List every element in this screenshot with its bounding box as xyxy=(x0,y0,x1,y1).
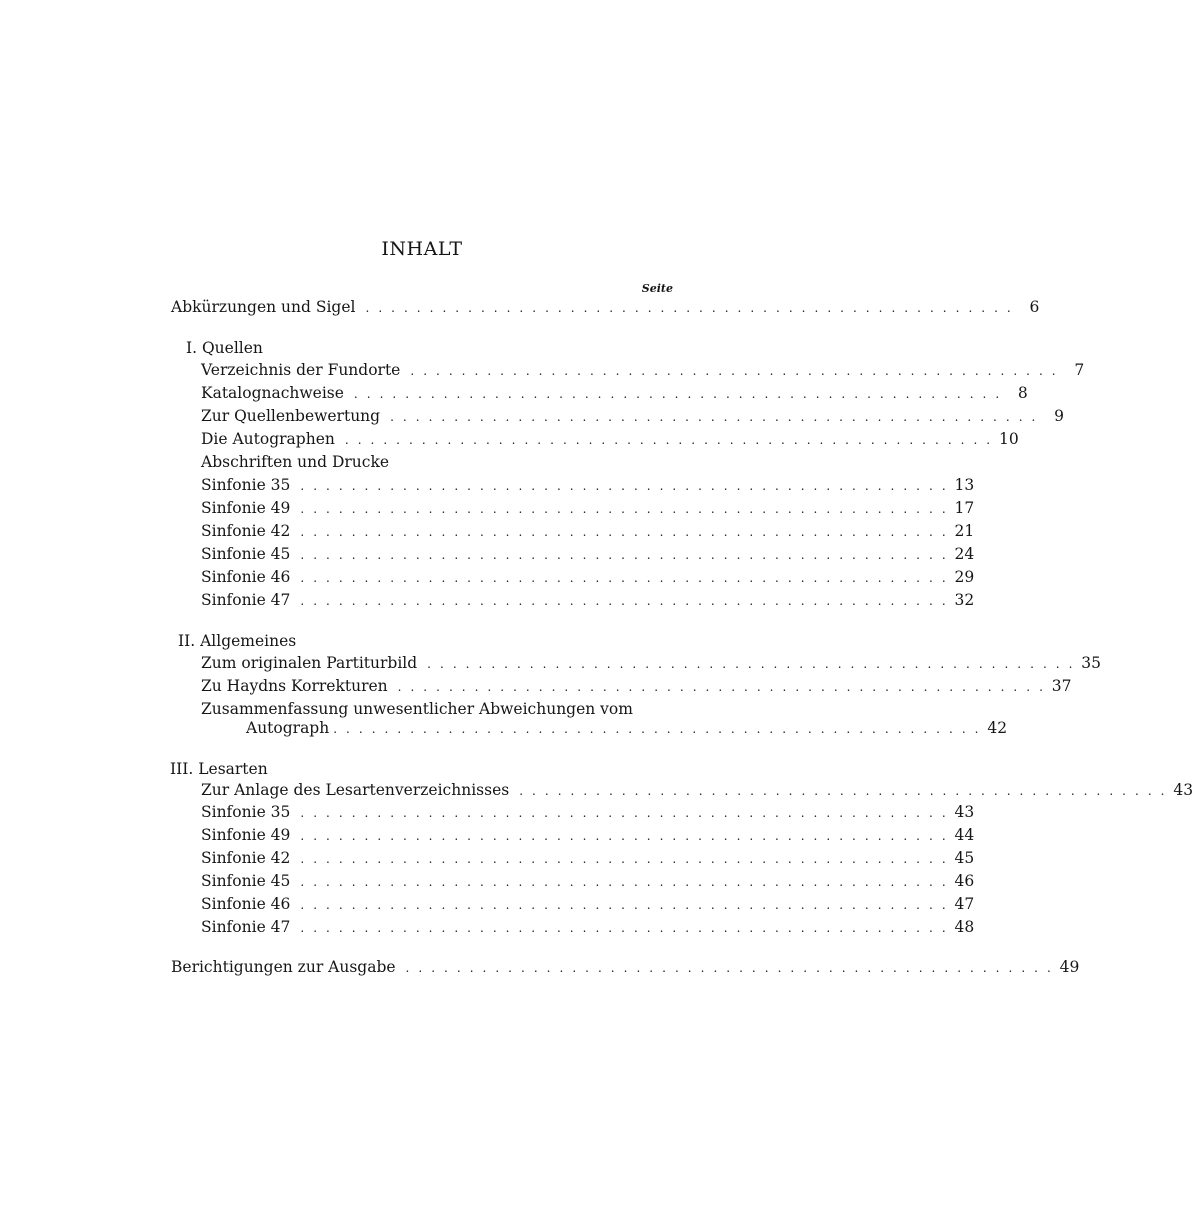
toc-entry-title: Zur Quellenbewertung xyxy=(201,407,381,425)
toc-entry-title: Die Autographen xyxy=(201,430,335,448)
toc-entry-title: Sinfonie 42 xyxy=(201,522,291,540)
subheading-abschriften: Abschriften und Drucke xyxy=(201,453,390,471)
toc-entry[interactable] xyxy=(201,654,1102,676)
toc-entry-page: 9 xyxy=(1054,407,1064,425)
toc-entry-page: 29 xyxy=(954,568,975,586)
page-title: INHALT xyxy=(381,238,463,260)
dot-leader: . . . . . . . . . . . . . . . . . . . . . . . . . . . . . . . . . . . . . . . . . . . . . . . . . . . xyxy=(300,829,949,843)
toc-entry-page: 8 xyxy=(1017,384,1028,402)
toc-entry-page: 24 xyxy=(954,545,975,563)
toc-entry[interactable] xyxy=(201,918,975,940)
toc-entry[interactable] xyxy=(201,781,1193,803)
toc-entry[interactable] xyxy=(246,719,1008,741)
dot-leader: . . . . . . . . . . . . . . . . . . . . . . . . . . . . . . . . . . . . . . . . . . . . . . . . . . . xyxy=(397,680,1046,694)
toc-entry-title: Zum originalen Partiturbild xyxy=(201,654,418,672)
toc-entry-page: 44 xyxy=(954,826,975,844)
dot-leader: . . . . . . . . . . . . . . . . . . . . . . . . . . . . . . . . . . . . . . . . . . . . . . . . . . . xyxy=(300,525,949,539)
toc-entry[interactable] xyxy=(201,568,975,590)
toc-entry[interactable] xyxy=(201,499,975,521)
toc-entry[interactable] xyxy=(201,361,1085,383)
dot-leader: . . . . . . . . . . . . . . . . . . . . . . . . . . . . . . . . . . . . . . . . . . . . . . . . . . . xyxy=(410,364,1059,378)
toc-entry-title: Abkürzungen und Sigel xyxy=(171,298,356,316)
toc-entry[interactable] xyxy=(201,430,1019,452)
dot-leader: . . . . . . . . . . . . . . . . . . . . . . . . . . . . . . . . . . . . . . . . . . . . . . . . . . . xyxy=(300,571,949,585)
toc-entry-page: 7 xyxy=(1074,361,1085,379)
dot-leader: . . . . . . . . . . . . . . . . . . . . . . . . . . . . . . . . . . . . . . . . . . . . . . . . . . . xyxy=(333,722,982,736)
toc-entry-page: 13 xyxy=(954,476,975,494)
toc-entry-page: 37 xyxy=(1051,677,1072,695)
toc-entry-abkuerzungen[interactable] xyxy=(171,298,1040,320)
dot-leader: . . . . . . . . . . . . . . . . . . . . . . . . . . . . . . . . . . . . . . . . . . . . . . . . . . . xyxy=(300,898,949,912)
toc-entry-title: Berichtigungen zur Ausgabe xyxy=(171,958,396,976)
toc-entry[interactable] xyxy=(201,872,975,894)
toc-entry[interactable] xyxy=(201,895,975,917)
toc-entry-title: Zu Haydns Korrekturen xyxy=(201,677,388,695)
toc-entry-title: Verzeichnis der Fundorte xyxy=(201,361,401,379)
toc-entry-page: 45 xyxy=(954,849,975,867)
toc-entry[interactable] xyxy=(201,803,975,825)
dot-leader: . . . . . . . . . . . . . . . . . . . . . . . . . . . . . . . . . . . . . . . . . . . . . . . . . . . xyxy=(300,875,949,889)
dot-leader: . . . . . . . . . . . . . . . . . . . . . . . . . . . . . . . . . . . . . . . . . . . . . . . . . . . xyxy=(300,852,949,866)
section-heading-lesarten: III. Lesarten xyxy=(170,760,268,778)
toc-entry-title: Zur Anlage des Lesartenverzeichnisses xyxy=(201,781,510,799)
dot-leader: . . . . . . . . . . . . . . . . . . . . . . . . . . . . . . . . . . . . . . . . . . . . . . . . . . . xyxy=(353,387,1002,401)
toc-entry-page: 43 xyxy=(1173,781,1193,799)
toc-entry-page: 21 xyxy=(954,522,975,540)
toc-entry-title: Sinfonie 49 xyxy=(201,826,291,844)
toc-entry-title: Sinfonie 45 xyxy=(201,545,291,563)
toc-entry-title: Sinfonie 35 xyxy=(201,803,291,821)
dot-leader: . . . . . . . . . . . . . . . . . . . . . . . . . . . . . . . . . . . . . . . . . . . . . . . . . . . xyxy=(300,594,949,608)
dot-leader: . . . . . . . . . . . . . . . . . . . . . . . . . . . . . . . . . . . . . . . . . . . . . . . . . . . xyxy=(390,410,1038,424)
toc-entry[interactable] xyxy=(201,522,975,544)
dot-leader: . . . . . . . . . . . . . . . . . . . . . . . . . . . . . . . . . . . . . . . . . . . . . . . . . . . xyxy=(344,433,993,447)
page-column-label: Seite xyxy=(641,282,673,295)
toc-entry-title: Sinfonie 47 xyxy=(201,591,291,609)
dot-leader: . . . . . . . . . . . . . . . . . . . . . . . . . . . . . . . . . . . . . . . . . . . . . . . . . . . xyxy=(365,301,1014,315)
dot-leader: . . . . . . . . . . . . . . . . . . . . . . . . . . . . . . . . . . . . . . . . . . . . . . . . . . . xyxy=(405,961,1054,975)
toc-entry-title: Sinfonie 47 xyxy=(201,918,291,936)
toc-entry-title: Sinfonie 45 xyxy=(201,872,291,890)
toc-entry[interactable] xyxy=(201,849,975,871)
toc-entry-page: 6 xyxy=(1029,298,1040,316)
dot-leader: . . . . . . . . . . . . . . . . . . . . . . . . . . . . . . . . . . . . . . . . . . . . . . . . . . . xyxy=(300,479,949,493)
toc-entry[interactable] xyxy=(201,826,975,848)
toc-entry[interactable] xyxy=(201,407,1064,429)
toc-entry[interactable] xyxy=(201,476,975,498)
dot-leader: . . . . . . . . . . . . . . . . . . . . . . . . . . . . . . . . . . . . . . . . . . . . . . . . . . . xyxy=(427,657,1076,671)
toc-entry-title: Sinfonie 35 xyxy=(201,476,291,494)
dot-leader: . . . . . . . . . . . . . . . . . . . . . . . . . . . . . . . . . . . . . . . . . . . . . . . . . . . xyxy=(300,806,949,820)
toc-entry-page: 49 xyxy=(1059,958,1080,976)
dot-leader: . . . . . . . . . . . . . . . . . . . . . . . . . . . . . . . . . . . . . . . . . . . . . . . . . . . xyxy=(300,548,949,562)
section-heading-quellen: I. Quellen xyxy=(186,339,263,357)
dot-leader: . . . . . . . . . . . . . . . . . . . . . . . . . . . . . . . . . . . . . . . . . . . . . . . . . . . xyxy=(300,502,949,516)
toc-entry-page: 10 xyxy=(998,430,1019,448)
toc-entry-page: 47 xyxy=(954,895,975,913)
toc-entry-title: Sinfonie 42 xyxy=(201,849,291,867)
toc-entry-title-line1[interactable]: Zusammenfassung unwesentlicher Abweichungen vom xyxy=(201,700,633,718)
toc-entry[interactable] xyxy=(201,545,975,567)
toc-entry[interactable] xyxy=(201,591,975,613)
section-heading-allgemeines: II. Allgemeines xyxy=(178,632,297,650)
toc-entry-page: 48 xyxy=(954,918,975,936)
dot-leader: . . . . . . . . . . . . . . . . . . . . . . . . . . . . . . . . . . . . . . . . . . . . . . . . . . . xyxy=(519,784,1168,798)
toc-entry-title: Katalognachweise xyxy=(201,384,344,402)
toc-entry-title: Sinfonie 46 xyxy=(201,568,291,586)
toc-entry-page: 46 xyxy=(954,872,975,890)
toc-entry-page: 32 xyxy=(954,591,975,609)
toc-entry-title: Sinfonie 46 xyxy=(201,895,291,913)
toc-entry-page: 35 xyxy=(1081,654,1102,672)
toc-entry-page: 42 xyxy=(987,719,1008,737)
toc-entry-page: 43 xyxy=(954,803,975,821)
toc-entry-title: Autograph xyxy=(246,719,330,737)
toc-entry-berichtigungen[interactable] xyxy=(171,958,1080,980)
toc-entry[interactable] xyxy=(201,677,1072,699)
toc-entry-page: 17 xyxy=(954,499,975,517)
toc-entry-title: Sinfonie 49 xyxy=(201,499,291,517)
toc-entry[interactable] xyxy=(201,384,1028,406)
dot-leader: . . . . . . . . . . . . . . . . . . . . . . . . . . . . . . . . . . . . . . . . . . . . . . . . . . . xyxy=(300,921,949,935)
